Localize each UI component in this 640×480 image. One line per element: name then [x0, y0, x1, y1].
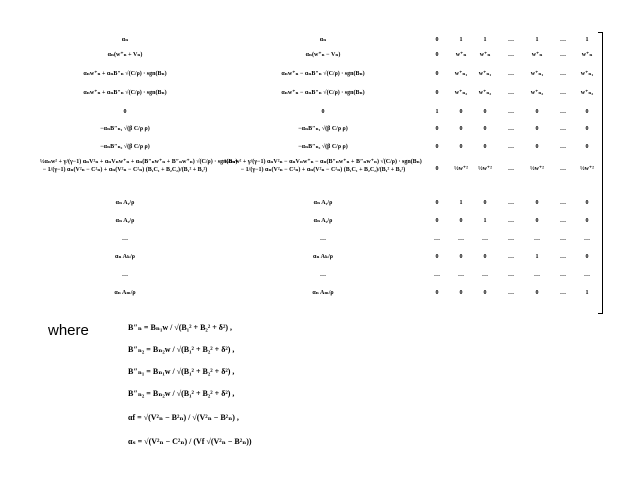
matrix-cell-col1 — [40, 105, 210, 119]
matrix-cell-col1 — [40, 250, 210, 264]
expression: αₙ(w⁺ₙ − Vₙ) — [305, 52, 341, 58]
matrix-entry: ½w⁺² — [580, 166, 594, 172]
matrix-entry: 0 — [585, 109, 589, 115]
matrix-entry: 0 — [435, 37, 439, 43]
matrix-entry: 0 — [483, 254, 487, 260]
definition-equation: B″ₙ₂ = Bₙ₂w / √(B₁² + B₂² + δ²) , — [128, 389, 235, 398]
matrix-cell-col1 — [40, 286, 210, 300]
matrix-entry: 0 — [435, 254, 439, 260]
matrix-entry: 0 — [435, 90, 439, 96]
expression: −αₙB″ₙ₁ √(β C/ρ ρ) — [298, 126, 348, 132]
matrix-row — [0, 158, 640, 180]
matrix-cell-col2 — [218, 86, 428, 100]
expression: αₙ A₂/ρ — [115, 218, 135, 224]
matrix-entry: … — [508, 71, 514, 77]
matrix-entry: w⁺ₙ₁ — [530, 71, 544, 77]
matrix-row — [0, 196, 640, 210]
expression: … — [320, 236, 326, 242]
expression: − 1/(γ−1) αₙ(V²ₙ − C²ₙ) + αₙ(V²ₙ − C²ₙ) (B₁C₁ + B₂C₂)/(B₁² + B₂²) — [42, 167, 208, 173]
matrix-cell-col1 — [40, 122, 210, 136]
matrix-cell-col2 — [218, 33, 428, 47]
matrix-entry: … — [508, 272, 514, 278]
matrix-entry: … — [560, 90, 566, 96]
matrix-entry: w⁺ₙ — [455, 52, 467, 58]
matrix-row — [0, 250, 640, 264]
matrix-cell-col1 — [40, 67, 210, 81]
matrix-entry: … — [560, 144, 566, 150]
expression: 0 — [123, 109, 127, 115]
matrix-entry: … — [508, 90, 514, 96]
matrix-entry: 0 — [459, 290, 463, 296]
definition-equation: αf = √(V²ₙ − B²ₙ) / √(V²ₙ − B²ₙ) , — [128, 413, 239, 422]
matrix-entry: ½w⁺² — [530, 166, 544, 172]
matrix-entry: … — [560, 200, 566, 206]
expression: αₙw⁺ₙ + αₙB″ₙ √(C/ρ) · sgn(Bₙ) — [83, 71, 167, 77]
matrix-row — [0, 67, 640, 81]
matrix-entry: 0 — [535, 126, 539, 132]
matrix-entry: … — [458, 236, 464, 242]
matrix-entry: … — [508, 126, 514, 132]
matrix-entry: 0 — [483, 126, 487, 132]
matrix-entry: w⁺ₙ — [581, 52, 593, 58]
matrix-entry: … — [560, 254, 566, 260]
matrix-row — [0, 33, 640, 47]
matrix-entry: … — [508, 37, 514, 43]
matrix-entry: 0 — [585, 126, 589, 132]
matrix-entry: w⁺ₙ₂ — [530, 90, 544, 96]
matrix-entry: 0 — [459, 254, 463, 260]
matrix-entry: … — [434, 272, 440, 278]
matrix-entry: … — [560, 109, 566, 115]
matrix-cell-col2 — [218, 122, 428, 136]
matrix-entry: 1 — [535, 254, 539, 260]
expression: αₙ A₁/ρ — [115, 200, 135, 206]
matrix-entry: 0 — [435, 71, 439, 77]
matrix-cell-col1 — [40, 232, 210, 246]
expression: ½αₙw² + γ/(γ−1) αₙV²ₙ + αₙVₙw⁺ₙ + αₙ(B″ₙw⁺ₙ + B″ₙw⁺ₙ) √(C/ρ) · sgn(Bₙ) — [40, 159, 238, 165]
matrix-entry: … — [560, 166, 566, 172]
matrix-entry: … — [508, 200, 514, 206]
expression: … — [320, 272, 326, 278]
matrix-entry: 0 — [535, 200, 539, 206]
matrix-entry: w⁺ₙ₁ — [454, 71, 468, 77]
matrix-entry: w⁺ₙ₁ — [478, 71, 492, 77]
matrix-cell-col2 — [218, 232, 428, 246]
matrix-entry: 1 — [585, 290, 589, 296]
matrix-row — [0, 86, 640, 100]
matrix-entry: ½w⁺² — [454, 166, 468, 172]
matrix-cell-col2 — [218, 67, 428, 81]
matrix-cell-col2 — [218, 286, 428, 300]
matrix-entry: … — [560, 126, 566, 132]
matrix-entry: 0 — [435, 218, 439, 224]
expression: αₙ A₂/ρ — [313, 218, 333, 224]
expression: αₙ Aₘ/ρ — [114, 290, 136, 296]
matrix-entry: … — [482, 272, 488, 278]
matrix-entry: 0 — [585, 200, 589, 206]
matrix-entry: w⁺ₙ₂ — [478, 90, 492, 96]
expression: … — [122, 272, 128, 278]
matrix-cell-col1 — [40, 268, 210, 282]
matrix-entry: … — [560, 218, 566, 224]
matrix-cell-col1 — [40, 158, 238, 174]
matrix-row — [0, 48, 640, 62]
matrix-entry: 1 — [459, 37, 463, 43]
matrix-entry: 0 — [535, 144, 539, 150]
matrix-entry: w⁺ₙ — [479, 52, 491, 58]
matrix-entry: 0 — [459, 126, 463, 132]
matrix-entry: 0 — [459, 109, 463, 115]
matrix-cell-col2 — [218, 140, 428, 154]
matrix-entry: … — [508, 52, 514, 58]
expression: αₙ Aₘ/ρ — [312, 290, 334, 296]
matrix-entry: … — [534, 272, 540, 278]
matrix-entry: 0 — [585, 254, 589, 260]
matrix-entry: 0 — [483, 200, 487, 206]
matrix-entry: … — [560, 71, 566, 77]
matrix-cell-col2 — [218, 158, 428, 174]
matrix-row — [0, 232, 640, 246]
matrix-entry: w⁺ₙ — [531, 52, 543, 58]
expression: αₙ(w⁺ₙ + Vₙ) — [107, 52, 143, 58]
expression: − 1/(γ−1) αₙ(V²ₙ − C²ₙ) + αₙ(V²ₙ − C²ₙ) (B₁C₁ + B₂C₂)/(B₁² + B₂²) — [240, 167, 406, 173]
expression: αₙ A₁/ρ — [313, 200, 333, 206]
expression: αₙ — [121, 37, 129, 43]
matrix-entry: 0 — [585, 144, 589, 150]
matrix-entry: 0 — [435, 52, 439, 58]
matrix-entry: … — [560, 37, 566, 43]
matrix-entry: … — [508, 218, 514, 224]
matrix-entry: … — [458, 272, 464, 278]
matrix-entry: … — [560, 290, 566, 296]
matrix-entry: … — [482, 236, 488, 242]
matrix-cell-col1 — [40, 140, 210, 154]
definition-equation: B″ₙ₂ = Bₙ₂w / √(B₁² + B₂² + δ²) , — [128, 345, 235, 354]
matrix-entry: … — [508, 166, 514, 172]
matrix-entry: 0 — [435, 166, 439, 172]
matrix-cell-col2 — [218, 105, 428, 119]
matrix-entry: … — [508, 109, 514, 115]
expression: −αₙB″ₙ₂ √(β C/ρ ρ) — [100, 144, 150, 150]
matrix-entry: 0 — [459, 144, 463, 150]
matrix-cell-col1 — [40, 86, 210, 100]
matrix-cell-col1 — [40, 48, 210, 62]
definition-equation: B″ₙ₁ = Bₙ₁w / √(B₁² + B₂² + δ²) , — [128, 367, 235, 376]
matrix-entry: 0 — [435, 144, 439, 150]
matrix-entry: 0 — [435, 290, 439, 296]
matrix-entry: … — [508, 236, 514, 242]
matrix-entry: w⁺ₙ₂ — [454, 90, 468, 96]
matrix-cell-col2 — [218, 214, 428, 228]
matrix-entry: … — [534, 236, 540, 242]
matrix-entry: w⁺ₙ₁ — [580, 71, 594, 77]
matrix-entry: 1 — [435, 109, 439, 115]
matrix-row — [0, 122, 640, 136]
matrix-cell-col1 — [40, 33, 210, 47]
matrix-entry: 0 — [459, 218, 463, 224]
matrix-entry: … — [508, 144, 514, 150]
expression: ½αₙw² + γ/(γ−1) αₙV²ₙ − αₙVₙw⁺ₙ − αₙ(B″ₙw⁺ₙ + B″ₙw⁺ₙ) √(C/ρ) · sgn(Bₙ) — [224, 159, 422, 165]
expression: αₙw⁺ₙ + αₙB″ₙ √(C/ρ) · sgn(Bₙ) — [83, 90, 167, 96]
matrix-entry: 1 — [585, 37, 589, 43]
matrix-entry: 1 — [535, 37, 539, 43]
matrix-entry: 0 — [535, 290, 539, 296]
matrix-entry: 0 — [535, 109, 539, 115]
expression: −αₙB″ₙ₂ √(β C/ρ ρ) — [298, 144, 348, 150]
expression: αₙ Aₖ/ρ — [313, 254, 333, 260]
expression: … — [122, 236, 128, 242]
definition-equation: B″ₙ = Bₙ₁w / √(B₁² + B₂² + δ²) , — [128, 323, 233, 332]
matrix-entry: 1 — [459, 200, 463, 206]
matrix-entry: … — [560, 272, 566, 278]
matrix-entry: w⁺ₙ₂ — [580, 90, 594, 96]
matrix-entry: … — [508, 290, 514, 296]
definition-equation: αₛ = √(V²ₙ − C²ₙ) / (Vf √(V²ₙ − B²ₙ)) — [128, 437, 252, 446]
matrix-entry: 0 — [483, 109, 487, 115]
matrix-entry: 0 — [535, 218, 539, 224]
matrix-row — [0, 214, 640, 228]
matrix-cell-col2 — [218, 250, 428, 264]
matrix-cell-col1 — [40, 196, 210, 210]
matrix-row — [0, 268, 640, 282]
matrix-entry: 0 — [585, 218, 589, 224]
matrix-entry: … — [434, 236, 440, 242]
matrix-entry: 0 — [435, 126, 439, 132]
matrix-entry: 0 — [483, 290, 487, 296]
matrix-entry: 0 — [435, 200, 439, 206]
matrix-entry: … — [560, 52, 566, 58]
matrix-row — [0, 105, 640, 119]
matrix-cell-col1 — [40, 214, 210, 228]
matrix-entry: 1 — [483, 37, 487, 43]
matrix-entry: 1 — [483, 218, 487, 224]
where-label: where — [48, 322, 89, 339]
matrix-cell-col2 — [218, 48, 428, 62]
expression: αₙw⁺ₙ − αₙB″ₙ √(C/ρ) · sgn(Bₙ) — [281, 71, 365, 77]
expression: −αₙB″ₙ₁ √(β C/ρ ρ) — [100, 126, 150, 132]
expression: 0 — [321, 109, 325, 115]
matrix-row — [0, 140, 640, 154]
expression: αₙ — [319, 37, 327, 43]
matrix-entry: … — [584, 272, 590, 278]
matrix-row — [0, 286, 640, 300]
expression: αₙ Aₖ/ρ — [115, 254, 135, 260]
matrix-entry: … — [584, 236, 590, 242]
matrix-entry: ½w⁺² — [478, 166, 492, 172]
matrix-entry: … — [508, 254, 514, 260]
matrix-cell-col2 — [218, 268, 428, 282]
matrix-cell-col2 — [218, 196, 428, 210]
matrix-entry: 0 — [483, 144, 487, 150]
expression: αₙw⁺ₙ − αₙB″ₙ √(C/ρ) · sgn(Bₙ) — [281, 90, 365, 96]
matrix-entry: … — [560, 236, 566, 242]
